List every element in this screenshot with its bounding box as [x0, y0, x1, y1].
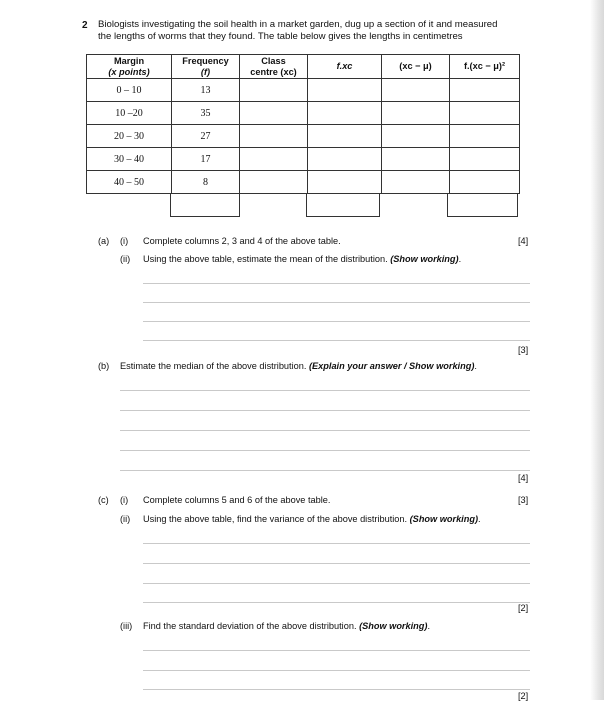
question-intro — [98, 19, 528, 43]
cell-class-centre[interactable] — [240, 171, 308, 194]
table-header-row — [87, 55, 520, 79]
part-a-label: (a) — [98, 236, 110, 246]
table-row — [87, 102, 520, 125]
answer-line[interactable] — [143, 283, 530, 284]
part-c-i-marks: [3] — [518, 495, 529, 505]
question-number: 2 — [82, 20, 88, 31]
header-class-centre: Class centre (xc) — [240, 55, 308, 79]
answer-line[interactable] — [143, 563, 530, 564]
cell-margin: 30 – 40 — [87, 148, 172, 171]
part-c-iii-label: (iii) — [120, 621, 133, 631]
part-a-ii-text: Using the above table, estimate the mean of the distribution. (Show working). — [143, 254, 462, 264]
answer-line[interactable] — [143, 689, 530, 690]
part-c-iii-text: Find the standard deviation of the above distribution. (Show working). — [143, 621, 431, 631]
cell-margin: 10 –20 — [87, 102, 172, 125]
header-margin: Margin (x points) — [87, 55, 172, 79]
answer-line[interactable] — [143, 321, 530, 322]
cell-deviation[interactable] — [382, 79, 450, 102]
answer-line[interactable] — [120, 470, 530, 471]
intro-line-1: Biologists investigating the soil health in a market garden, dug up a section of it and measured — [98, 19, 498, 30]
cell-margin: 0 – 10 — [87, 79, 172, 102]
fxc-total-box[interactable] — [306, 193, 380, 217]
answer-line[interactable] — [143, 340, 530, 341]
page-edge-shadow — [590, 0, 604, 700]
part-b-marks: [4] — [518, 473, 529, 483]
frequency-total-box[interactable] — [170, 193, 240, 217]
table-row — [87, 79, 520, 102]
cell-margin: 20 – 30 — [87, 125, 172, 148]
answer-line[interactable] — [143, 543, 530, 544]
header-f-deviation-squared: f.(xc − μ)² — [450, 55, 520, 79]
answer-line[interactable] — [120, 450, 530, 451]
f-deviation-squared-total-box[interactable] — [447, 193, 518, 217]
part-c-ii-marks: [2] — [518, 603, 529, 613]
part-c-label: (c) — [98, 495, 109, 505]
part-c-i-label: (i) — [120, 495, 129, 505]
answer-line[interactable] — [143, 602, 530, 603]
table-row — [87, 125, 520, 148]
cell-frequency: 27 — [172, 125, 240, 148]
table-row — [87, 148, 520, 171]
part-a-i-marks: [4] — [518, 236, 529, 246]
part-c-i-text: Complete columns 5 and 6 of the above table. — [143, 495, 331, 505]
cell-fxc[interactable] — [308, 171, 382, 194]
header-deviation: (xc − μ) — [382, 55, 450, 79]
cell-class-centre[interactable] — [240, 148, 308, 171]
part-a-i-text: Complete columns 2, 3 and 4 of the above table. — [143, 236, 341, 246]
part-a-i-label: (i) — [120, 236, 129, 246]
cell-frequency: 13 — [172, 79, 240, 102]
cell-fxc[interactable] — [308, 125, 382, 148]
cell-fxc[interactable] — [308, 148, 382, 171]
cell-f-deviation-squared[interactable] — [450, 148, 520, 171]
cell-f-deviation-squared[interactable] — [450, 125, 520, 148]
table-row — [87, 171, 520, 194]
part-a-ii-label: (ii) — [120, 254, 131, 264]
cell-class-centre[interactable] — [240, 125, 308, 148]
part-a-ii-marks: [3] — [518, 345, 529, 355]
cell-frequency: 8 — [172, 171, 240, 194]
answer-line[interactable] — [120, 430, 530, 431]
answer-line[interactable] — [120, 390, 530, 391]
intro-line-2: the lengths of worms that they found. The table below gives the lengths in centimetres — [98, 31, 463, 42]
answer-line[interactable] — [143, 650, 530, 651]
cell-deviation[interactable] — [382, 171, 450, 194]
cell-margin: 40 – 50 — [87, 171, 172, 194]
answer-line[interactable] — [143, 302, 530, 303]
cell-fxc[interactable] — [308, 79, 382, 102]
cell-deviation[interactable] — [382, 102, 450, 125]
cell-class-centre[interactable] — [240, 79, 308, 102]
cell-deviation[interactable] — [382, 148, 450, 171]
part-c-ii-label: (ii) — [120, 514, 131, 524]
cell-fxc[interactable] — [308, 102, 382, 125]
header-frequency: Frequency (f) — [172, 55, 240, 79]
cell-deviation[interactable] — [382, 125, 450, 148]
header-fxc: f.xc — [308, 55, 382, 79]
part-c-ii-text: Using the above table, find the variance of the above distribution. (Show working). — [143, 514, 481, 524]
cell-f-deviation-squared[interactable] — [450, 102, 520, 125]
part-b-text: Estimate the median of the above distribution. (Explain your answer / Show working). — [120, 361, 477, 371]
cell-frequency: 17 — [172, 148, 240, 171]
answer-line[interactable] — [143, 670, 530, 671]
frequency-table — [86, 54, 520, 194]
answer-line[interactable] — [143, 583, 530, 584]
cell-frequency: 35 — [172, 102, 240, 125]
answer-line[interactable] — [120, 410, 530, 411]
part-b-label: (b) — [98, 361, 110, 371]
cell-class-centre[interactable] — [240, 102, 308, 125]
part-c-iii-marks: [2] — [518, 691, 529, 701]
cell-f-deviation-squared[interactable] — [450, 79, 520, 102]
cell-f-deviation-squared[interactable] — [450, 171, 520, 194]
